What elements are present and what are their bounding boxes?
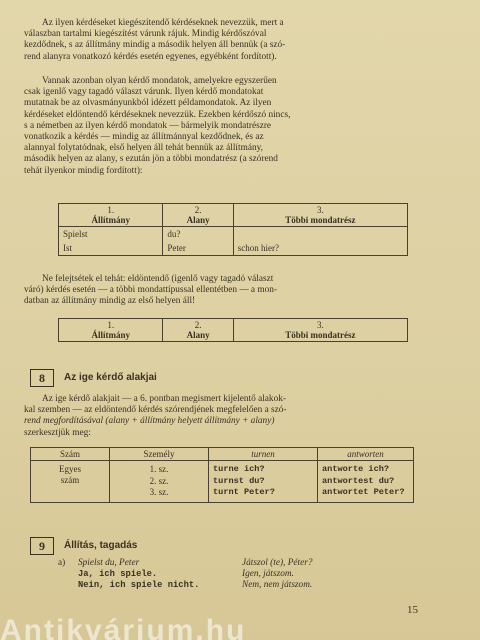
text-line: csak igenlő vagy tagadó választ várunk. Ilyen kérdő mondatokat [24,87,264,98]
example-german [78,558,199,591]
verb-question-forms-table [30,447,414,503]
table-cell: schon hier? [233,241,407,256]
paragraph-supplementary-questions [24,18,412,63]
paragraph-question-forms [24,394,412,439]
text-line: szerkesztjük meg: [24,427,91,438]
example-line: Nem, nem játszom. [242,580,313,590]
text-line: s a németben az ilyen kérdő mondatok — bármelyik mondatrészre [24,120,272,131]
word-order-table [58,203,408,256]
word-order-summary-table [58,318,408,342]
example-line: Ja, ich spiele. [78,569,158,579]
text-line: rend megfordításával (alany + állítmány helyett állítmány + alany) [24,416,275,427]
column-title: Többi mondatrész [285,330,356,340]
paragraph-yes-no-questions [24,76,412,177]
column-header [233,319,407,342]
person-cell [110,461,209,503]
person-label: 1. sz. [149,464,169,474]
example-hungarian [242,558,312,591]
column-number: 2. [194,320,202,330]
verb-form: turnst du? [213,475,265,486]
text-line: Vannak azonban olyan kérdő mondatok, amelyekre egyszerűen [42,76,277,86]
verb-form: antwortet Peter? [322,487,405,497]
person-label: 2. sz. [149,475,169,486]
paragraph-remember [24,274,412,308]
column-header: Szám [31,448,110,461]
table-cell: Ist [59,241,163,256]
column-number: 3. [317,205,324,215]
column-header [59,319,163,342]
text-line: rend alanyra vonatkozó kérdés esetén egyenes, egyébként fordított). [24,51,277,62]
example-line: Spielst du, Peter [78,558,140,568]
antworten-cell [318,461,414,503]
verb-form: antwortest du? [322,475,395,486]
text-line: kezdődnek, s az állítmány mindig a második helyen áll bennük (a szó- [24,40,286,51]
text-line: mutatnak be az olvasmányunkból idézett példamondatok. Az ilyen [24,98,272,109]
text-line: datban az állítmány mindig az első helyen áll! [24,296,196,307]
table-cell: Peter [163,241,233,256]
example-marker: a) [58,558,66,568]
column-number: 3. [317,320,324,330]
table-cell [233,227,407,242]
column-header: turnen [209,448,318,461]
verb-form: turnt Peter? [213,487,275,497]
text-line: Az ilyen kérdéseket kiegészítendő kérdéseknek nevezzük, mert a [42,18,284,28]
watermark: Antikvárium.hu [0,614,247,640]
column-header: antworten [318,448,414,461]
text-line: Az ige kérdő alakjait — a 6. pontban megismert kijelentő alakok- [42,394,286,404]
text-line: alannyal folytatódnak, első helyen áll tehát bennük az állítmány, [24,143,263,154]
text-line: váró) kérdés esetén — a többi mondattípussal ellentétben — a mon- [24,285,278,296]
column-header [59,204,163,227]
table-header-row [31,448,414,461]
table-header-row [59,204,408,227]
verb-form: antworte ich? [322,464,390,474]
number-label: Egyes [59,464,81,474]
table-row [31,461,414,503]
text-line: válaszban tartalmi kiegészítést várunk rájuk. Mindig kérdőszóval [24,29,267,40]
column-title: Állítmány [91,215,130,225]
text-line: vonatkozik a kérdés — mindig az állítmánnyal kezdődnek, és az [24,132,264,143]
section-title-affirmation-negation: Állítás, tagadás [64,540,138,551]
table-header-row [59,319,408,342]
column-title: Többi mondatrész [285,215,356,225]
column-number: 1. [107,205,115,215]
verb-form: turne ich? [213,464,265,474]
number-label: szám [60,475,80,485]
example-line: Nein, ich spiele nicht. [78,580,200,590]
turnen-cell [209,461,318,503]
text-line: kérdéseket eldöntendő kérdéseknek nevezzük. Ezekben kérdőszó nincs, [24,109,291,120]
text-line: tehát ilyenkor mindig fordított): [24,165,143,176]
section-title-question-forms: Az ige kérdő alakjai [64,372,157,383]
column-number: 2. [194,205,202,215]
text-line: Ne felejtsétek el tehát: eldöntendő (igenlő vagy tagadó választ [42,274,274,284]
section-number-9: 9 [30,537,54,555]
example-line: Igen, játszom. [242,569,294,579]
table-row [59,241,408,256]
section-number-8: 8 [30,369,54,387]
column-header: Személy [110,448,209,461]
column-title: Állítmány [91,330,130,340]
table-cell: Spielst [59,227,163,242]
column-title: Alany [186,215,210,225]
column-title: Alany [186,330,210,340]
column-header [233,204,407,227]
example-line: Játszol (te), Péter? [242,558,313,568]
column-header [163,204,233,227]
table-cell: du? [163,227,233,242]
number-cell [31,461,110,503]
column-header [163,319,233,342]
text-line: kal szemben — az eldöntendő kérdés szórendjének megfelelően a szó- [24,405,287,416]
column-number: 1. [107,320,115,330]
table-row [59,227,408,242]
text-line: második helyen az alany, s ezután jön a többi mondatrész (a szórend [24,154,278,165]
page-number: 15 [407,604,418,616]
person-label: 3. sz. [149,487,169,497]
